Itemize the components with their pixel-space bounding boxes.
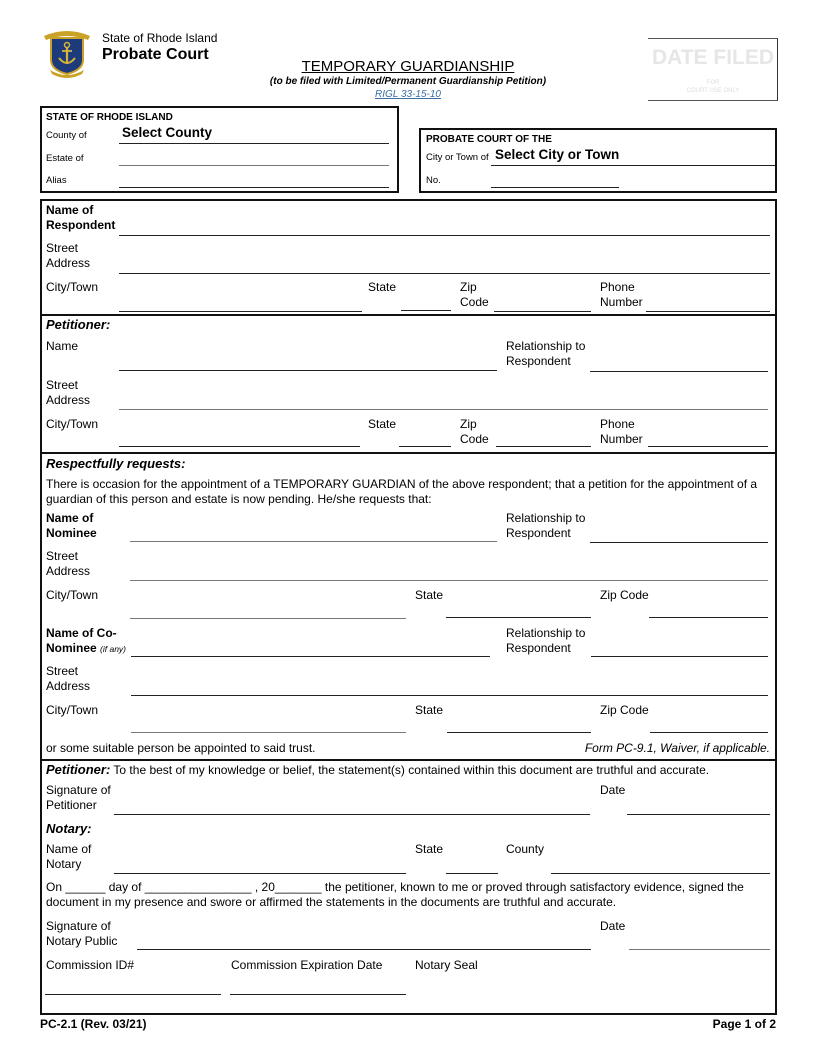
co-nominee-street-field[interactable] — [131, 695, 768, 696]
section-divider — [40, 314, 776, 316]
waiver-note: Form PC-9.1, Waiver, if applicable. — [584, 741, 770, 755]
closing-text: or some suitable person be appointed to said trust. — [46, 741, 316, 755]
state-name: State of Rhode Island — [102, 31, 218, 45]
nominee-street-label: Street Address — [46, 549, 91, 578]
section-divider — [40, 452, 776, 454]
caption-left-box — [40, 106, 399, 193]
date-filed-box — [648, 38, 778, 101]
respondent-city-label: City/Town — [46, 280, 99, 294]
nominee-name-field[interactable] — [130, 541, 497, 542]
co-nominee-name-label: Name of Co- Nominee (if any) — [46, 626, 127, 655]
petitioner-phone-field[interactable] — [648, 446, 768, 447]
nominee-city-field[interactable] — [130, 618, 406, 619]
if-any-note: (if any) — [100, 643, 127, 654]
respondent-zip-field[interactable] — [494, 311, 591, 312]
nominee-street-field[interactable] — [130, 580, 768, 581]
nominee-relationship-label: Relationship to Respondent — [506, 511, 586, 540]
estate-label: Estate of — [46, 153, 84, 164]
petitioner-date-label: Date — [600, 783, 626, 797]
form-number: PC-2.1 (Rev. 03/21) — [40, 1017, 147, 1031]
city-town-field-line — [491, 165, 775, 166]
co-nominee-state-field[interactable] — [447, 732, 591, 733]
co-nominee-street-label: Street Address — [46, 664, 91, 693]
petitioner-zip-field[interactable] — [496, 446, 591, 447]
petitioner-date-field[interactable] — [627, 814, 770, 815]
notary-county-label: County — [506, 842, 545, 856]
requests-paragraph — [46, 477, 774, 507]
statute-link[interactable]: RIGL 33-15-10 — [375, 89, 441, 100]
requests-paragraph-line1: There is occasion for the appointment of a TEMPORARY GUARDIAN of the above respondent; that a petition for the appointment of a — [46, 477, 758, 491]
petitioner-signature-field[interactable] — [114, 814, 590, 815]
requests-paragraph-line2: guardian of this person and estate is now pending. He/she requests that: — [46, 492, 432, 506]
notary-state-field[interactable] — [446, 873, 498, 874]
respondent-street-field[interactable] — [119, 273, 770, 274]
rhode-island-seal-icon — [38, 26, 96, 78]
nominee-zip-label: Zip Code — [600, 588, 649, 602]
nominee-city-label: City/Town — [46, 588, 99, 602]
petitioner-phone-label: Phone Number — [600, 417, 643, 446]
petitioner-state-label: State — [368, 417, 397, 431]
commission-expiration-label: Commission Expiration Date — [231, 958, 383, 972]
respondent-city-field[interactable] — [119, 311, 362, 312]
section-divider — [40, 759, 776, 761]
notary-seal-label: Notary Seal — [415, 958, 478, 972]
county-label: County of — [46, 130, 87, 141]
form-title: TEMPORARY GUARDIANSHIP — [301, 58, 515, 75]
respondent-phone-field[interactable] — [646, 311, 770, 312]
petitioner-signature-label: Signature of Petitioner — [46, 783, 111, 812]
notary-jurat — [46, 880, 774, 910]
notary-date-label: Date — [600, 919, 626, 933]
estate-field[interactable] — [119, 165, 389, 166]
alias-label: Alias — [46, 175, 67, 186]
petitioner-heading: Petitioner: — [46, 317, 111, 332]
alias-field[interactable] — [119, 187, 389, 188]
notary-date-field[interactable] — [629, 949, 770, 950]
caption-left-heading: STATE OF RHODE ISLAND — [46, 112, 173, 123]
form-subtitle: (to be filed with Limited/Permanent Guardianship Petition) — [269, 76, 547, 87]
respondent-zip-label: Zip Code — [460, 280, 489, 309]
notary-state-label: State — [415, 842, 444, 856]
case-number-field[interactable] — [491, 187, 619, 188]
requests-heading: Respectfully requests: — [46, 456, 186, 471]
respondent-name-label: Name of Respondent — [46, 203, 116, 232]
petitioner-relationship-label: Relationship to Respondent — [506, 339, 586, 368]
jurat-line1: On ______ day of ________________ , 20_______ the petitioner, known to me or proved through satisfactory evidence, signed the — [46, 880, 744, 894]
co-nominee-city-label: City/Town — [46, 703, 99, 717]
co-nominee-relationship-label: Relationship to Respondent — [506, 626, 586, 655]
page-indicator: Page 1 of 2 — [712, 1017, 776, 1031]
nominee-state-label: State — [415, 588, 444, 602]
commission-expiration-field[interactable] — [230, 994, 406, 995]
nominee-relationship-field[interactable] — [590, 542, 768, 543]
notary-heading: Notary: — [46, 821, 92, 836]
notary-name-label: Name of Notary — [46, 842, 92, 871]
caption-right-box — [419, 128, 777, 193]
petitioner-name-field[interactable] — [119, 370, 497, 371]
notary-signature-field[interactable] — [137, 949, 591, 950]
date-filed-title: DATE FILED — [651, 46, 775, 69]
respondent-state-label: State — [368, 280, 397, 294]
co-nominee-zip-field[interactable] — [650, 732, 768, 733]
co-nominee-name-field[interactable] — [131, 656, 490, 657]
county-select[interactable]: Select County — [122, 125, 213, 140]
petitioner-zip-label: Zip Code — [460, 417, 489, 446]
city-town-select[interactable]: Select City or Town — [495, 147, 620, 162]
nominee-name-label: Name of Nominee — [46, 511, 97, 540]
notary-signature-label: Signature of Notary Public — [46, 919, 118, 948]
court-use-note — [648, 79, 778, 95]
petitioner-state-field[interactable] — [399, 446, 451, 447]
respondent-name-field[interactable] — [119, 235, 770, 236]
court-use-note-line2: COURT USE ONLY — [686, 88, 740, 94]
petitioner-street-label: Street Address — [46, 378, 91, 407]
commission-id-field[interactable] — [45, 994, 221, 995]
petitioner-relationship-field[interactable] — [590, 371, 768, 372]
case-number-label: No. — [426, 175, 441, 186]
county-field-line — [119, 143, 389, 144]
nominee-zip-field[interactable] — [649, 617, 768, 618]
attestation-statement — [46, 763, 709, 778]
jurat-line2: document in my presence and swore or affirmed the statements in the documents are truthful and accurate. — [46, 895, 617, 909]
court-use-note-line1: FOR — [706, 80, 720, 86]
attestation-text: To the best of my knowledge or belief, the statement(s) contained within this document are truthful and accurate. — [113, 763, 710, 777]
notary-county-field[interactable] — [551, 873, 770, 874]
co-nominee-state-label: State — [415, 703, 444, 717]
attestation-heading: Petitioner: — [46, 762, 111, 777]
co-nominee-relationship-field[interactable] — [591, 656, 768, 657]
city-town-label: City or Town of — [426, 152, 489, 163]
co-nominee-zip-label: Zip Code — [600, 703, 649, 717]
co-nominee-city-field[interactable] — [131, 732, 406, 733]
notary-name-field[interactable] — [114, 873, 406, 874]
respondent-state-field[interactable] — [401, 310, 451, 311]
caption-right-heading: PROBATE COURT OF THE — [426, 134, 552, 145]
court-name: Probate Court — [102, 46, 209, 63]
nominee-state-field[interactable] — [446, 617, 591, 618]
petitioner-street-field[interactable] — [119, 409, 768, 410]
respondent-street-label: Street Address — [46, 241, 91, 270]
petitioner-name-label: Name — [46, 339, 79, 353]
commission-id-label: Commission ID# — [46, 958, 135, 972]
petitioner-city-field[interactable] — [119, 446, 360, 447]
respondent-phone-label: Phone Number — [600, 280, 643, 309]
petitioner-city-label: City/Town — [46, 417, 99, 431]
